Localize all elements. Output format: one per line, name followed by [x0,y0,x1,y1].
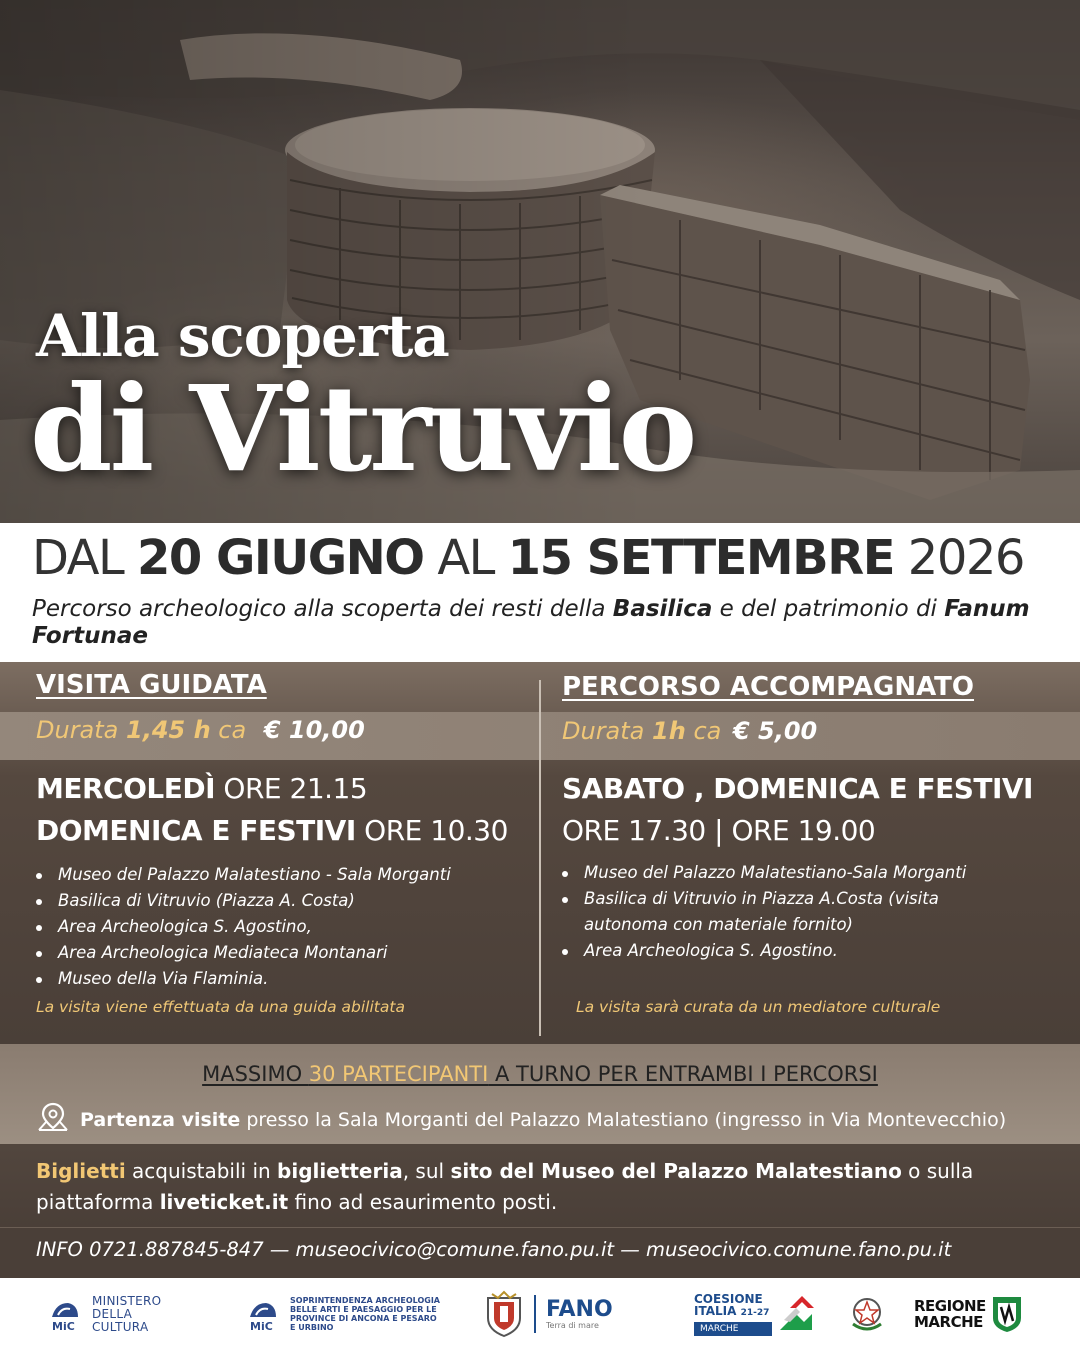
max-pre: MASSIMO [202,1062,309,1086]
svg-text:MiC: MiC [52,1320,75,1333]
republic-emblem-logo [848,1278,886,1350]
guided-tour-duration [36,716,365,744]
contact-info-band [0,1228,1080,1278]
tickets-band [0,1144,1080,1228]
tickets-text [36,1156,1056,1218]
max-post: A TURNO PER ENTRAMBI I PERCORSI [488,1062,878,1086]
list-item: Basilica di Vitruvio in Piazza A.Costa (visita autonoma con materiale fornito) [562,886,982,938]
ministry-name [92,1295,161,1334]
sponsor-logos [0,1278,1080,1350]
coesione-wordmark [694,1293,772,1336]
list-item: Museo del Palazzo Malatestiano - Sala Morganti [36,862,451,888]
schedule-day-2: DOMENICA E FESTIVI [36,814,356,847]
ministry-line-3: CULTURA [92,1319,149,1334]
schedule-day-1: MERCOLEDÌ [36,772,216,805]
list-item: Area Archeologica S. Agostino. [562,938,982,964]
participants-band [0,1044,1080,1144]
fano-text: FANO [546,1296,613,1322]
soprintendenza-logo [244,1278,440,1350]
fano-divider [534,1295,536,1333]
subtitle-fanum: Fanum Fortunae [32,596,1030,649]
departure-label: Partenza visite [80,1108,241,1131]
date-prefix: DAL [32,530,137,586]
accompanied-route-schedule [562,768,1033,852]
accompanied-route-price: € 5,00 [732,717,818,745]
departure-location: presso la Sala Morganti del Palazzo Malatestiano (ingresso in Via Montevecchio) [240,1108,1007,1131]
marche-shield-icon [990,1294,1024,1334]
regione-line-1: REGIONE [914,1297,986,1315]
duration-suffix: ca [685,717,729,745]
duration-suffix: ca [210,716,254,744]
fano-logo [484,1278,613,1350]
coesione-logo [694,1278,816,1350]
subtitle [32,596,1052,650]
subtitle-text-1: Percorso archeologico alla scoperta dei resti della [32,596,613,622]
list-item: Museo del Palazzo Malatestiano-Sala Morganti [562,860,982,886]
tickets-platform-link[interactable]: liveticket.it [159,1190,289,1214]
guided-tour-heading: VISITA GUIDATA [36,670,267,700]
contact-info: INFO 0721.887845-847 — museocivico@comune.fano.pu.it — museocivico.comune.fano.pu.it [36,1238,952,1261]
italian-republic-emblem-icon [848,1294,886,1334]
date-end: 15 SETTEMBRE [507,530,895,586]
soprintendenza-emblem-icon [244,1295,282,1333]
tickets-label: Biglietti [36,1159,126,1183]
tickets-text-3: o sulla piattaforma [36,1159,974,1214]
subtitle-text-2: e del patrimonio di [712,596,945,622]
duration-value: 1h [652,717,686,745]
duration-label: Durata [562,717,653,745]
mic-emblem-icon [46,1295,84,1333]
date-start: 20 GIUGNO [136,530,424,586]
duration-label: Durata [36,716,127,744]
guided-tour-schedule [36,768,508,852]
schedule-time-1: ORE 21.15 [215,772,368,805]
guided-tour-places [36,862,451,992]
schedule-line-1 [36,768,508,810]
soprintendenza-name: SOPRINTENDENZA ARCHEOLOGIA BELLE ARTI E PAESAGGIO PER LE PROVINCE DI ANCONA E PESARO E URBINO [290,1296,440,1332]
location-pin-icon [36,1102,70,1137]
coesione-years: 21-27 [740,1307,770,1318]
duration-value: 1,45 h [126,716,211,744]
coesione-arrows-icon [776,1294,816,1334]
date-range [32,530,1024,586]
guided-tour-note: La visita viene effettuata da una guida abilitata [36,998,405,1016]
date-year: 2026 [894,530,1024,586]
list-item: Basilica di Vitruvio (Piazza A. Costa) [36,888,451,914]
subtitle-basilica: Basilica [612,596,713,622]
hero-photo [0,0,1080,523]
regione-line-2: MARCHE [914,1313,983,1331]
tickets-box-office: biglietteria [277,1159,403,1183]
list-item: Museo della Via Flaminia. [36,966,451,992]
max-participants [0,1062,1080,1086]
coesione-region: MARCHE [694,1322,772,1336]
schedule-line-1 [562,768,1033,810]
schedule-time-2: ORE 10.30 [355,814,508,847]
coesione-line-1: COESIONE [694,1291,763,1306]
ministry-line-2: DELLA [92,1306,133,1321]
regione-wordmark [914,1298,986,1330]
schedule-line-2 [36,810,508,852]
date-middle: AL [423,530,508,586]
guided-tour-price: € 10,00 [263,716,365,744]
departure-info [36,1102,1006,1137]
departure-text [80,1109,1006,1131]
accompanied-route-heading: PERCORSO ACCOMPAGNATO [562,672,975,702]
accompanied-route-note: La visita sarà curata da un mediatore culturale [576,998,941,1016]
fano-crest-icon [484,1290,524,1338]
schedule-line-2: ORE 17.30 | ORE 19.00 [562,814,876,847]
hero-title-line-2: di Vitruvio [30,359,695,498]
fano-tagline: Terra di mare [546,1320,599,1330]
coesione-italia: ITALIA [694,1303,737,1318]
hero-title-line-1: Alla scoperta [36,302,449,370]
list-item: Area Archeologica S. Agostino, [36,914,451,940]
tickets-museum-site: sito del Museo del Palazzo Malatestiano [450,1159,902,1183]
tickets-text-2: , sul [402,1159,451,1183]
ministry-line-1: MINISTERO [92,1293,162,1308]
schedule-days: SABATO , DOMENICA E FESTIVI [562,772,1033,805]
column-divider [539,680,541,1036]
regione-marche-logo [914,1278,1024,1350]
max-number: 30 PARTECIPANTI [308,1062,489,1086]
coesione-line-2 [694,1305,772,1319]
svg-text:MiC: MiC [250,1320,273,1333]
tickets-text-1: acquistabili in [125,1159,278,1183]
fano-wordmark [546,1296,613,1330]
tickets-text-4: fino ad esaurimento posti. [288,1190,558,1214]
list-item: Area Archeologica Mediateca Montanari [36,940,451,966]
accompanied-route-places [562,860,982,964]
ministry-logo [46,1278,161,1350]
tour-panel [0,662,1080,1044]
accompanied-route-duration [562,717,817,745]
